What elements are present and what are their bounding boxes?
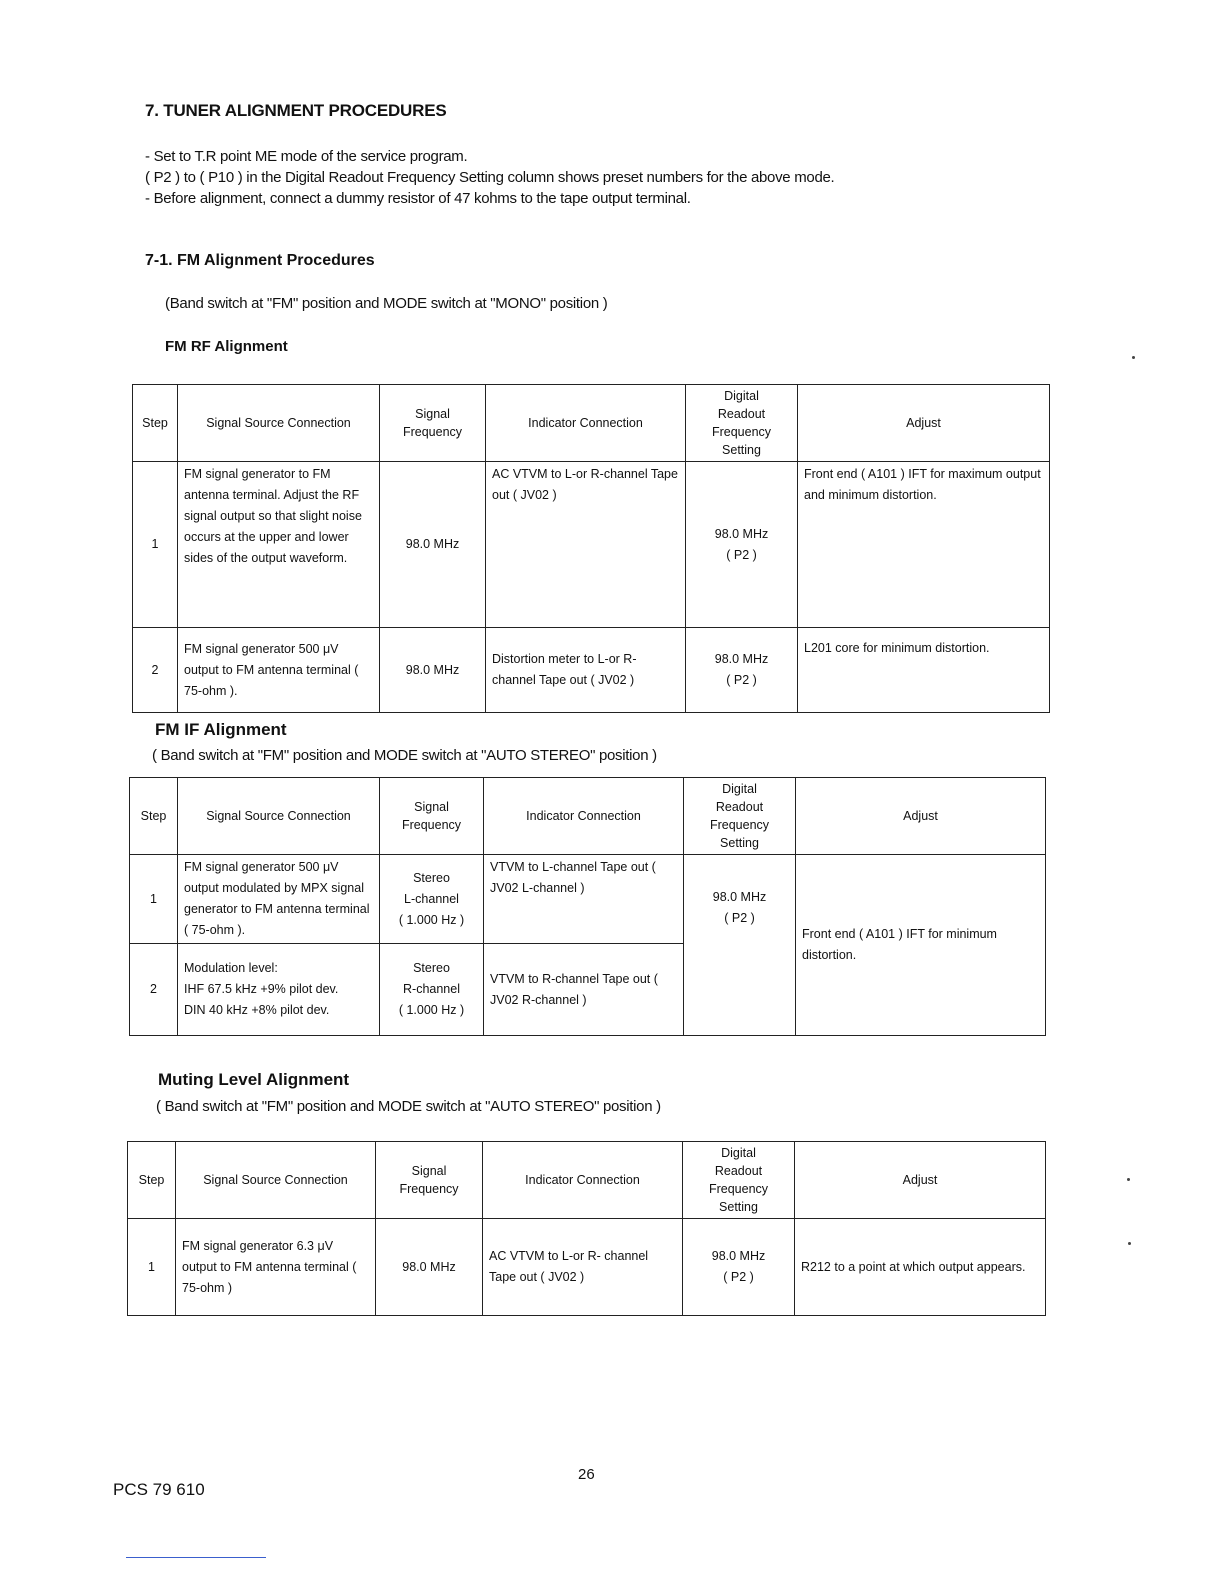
col-signal: Signal Frequency [376,1142,483,1219]
step-cell: 1 [130,855,178,944]
step-cell: 2 [130,944,178,1036]
muting-note: ( Band switch at "FM" position and MODE switch at "AUTO STEREO" position ) [156,1098,661,1115]
col-step: Step [128,1142,176,1219]
table-row [128,1219,1046,1316]
section-note: (Band switch at "FM" position and MODE switch at "MONO" position ) [165,295,608,312]
source-cell: FM signal generator to FM antenna terminal. Adjust the RF signal output so that slight noise occurs at the upper and lower sides of the output waveform. [178,462,380,628]
rf-title: FM RF Alignment [165,338,288,355]
indicator-cell: VTVM to L-channel Tape out ( JV02 L-channel ) [484,855,684,944]
adjust-cell: Front end ( A101 ) IFT for minimum distortion. [796,855,1046,1036]
col-adjust: Adjust [798,385,1050,462]
table-header-row [128,1142,1046,1219]
indicator-cell: AC VTVM to L-or R- channel Tape out ( JV02 ) [483,1219,683,1316]
intro-text [145,146,834,209]
if-table [129,777,1046,1036]
col-step: Step [130,778,178,855]
adjust-cell: Front end ( A101 ) IFT for maximum output and minimum distortion. [798,462,1050,628]
signal-cell: 98.0 MHz [380,462,486,628]
readout-cell: 98.0 MHz ( P2 ) [686,462,798,628]
readout-cell: 98.0 MHz ( P2 ) [686,628,798,713]
table-header-row [130,778,1046,855]
signal-cell: 98.0 MHz [380,628,486,713]
if-note: ( Band switch at "FM" position and MODE switch at "AUTO STEREO" position ) [152,747,657,764]
col-signal: Signal Frequency [380,385,486,462]
page-title: 7. TUNER ALIGNMENT PROCEDURES [145,101,447,120]
signal-cell: Stereo L-channel ( 1.000 Hz ) [380,855,484,944]
col-digital: Digital Readout Frequency Setting [686,385,798,462]
signal-cell: 98.0 MHz [376,1219,483,1316]
indicator-cell: AC VTVM to L-or R-channel Tape out ( JV02 ) [486,462,686,628]
adjust-cell: R212 to a point at which output appears. [795,1219,1046,1316]
page-number: 26 [578,1466,595,1483]
col-step: Step [133,385,178,462]
readout-cell: 98.0 MHz ( P2 ) [684,855,796,1036]
col-digital: Digital Readout Frequency Setting [684,778,796,855]
source-cell: FM signal generator 6.3 μV output to FM antenna terminal ( 75-ohm ) [176,1219,376,1316]
readout-cell: 98.0 MHz ( P2 ) [683,1219,795,1316]
signal-cell: Stereo R-channel ( 1.000 Hz ) [380,944,484,1036]
table-row [133,628,1050,713]
muting-table [127,1141,1046,1316]
margin-dot [1128,1242,1131,1245]
table-row [133,462,1050,628]
step-cell: 2 [133,628,178,713]
table-header-row [133,385,1050,462]
adjust-cell: L201 core for minimum distortion. [798,628,1050,713]
indicator-cell: Distortion meter to L-or R-channel Tape out ( JV02 ) [486,628,686,713]
margin-dot [1132,356,1135,359]
col-source: Signal Source Connection [178,778,380,855]
intro-line: - Before alignment, connect a dummy resistor of 47 kohms to the tape output terminal. [145,190,691,207]
rf-table [132,384,1050,713]
margin-dot [1127,1178,1130,1181]
col-adjust: Adjust [795,1142,1046,1219]
col-source: Signal Source Connection [176,1142,376,1219]
model-number: PCS 79 610 [113,1480,205,1499]
section-title: 7-1. FM Alignment Procedures [145,252,375,269]
col-signal: Signal Frequency [380,778,484,855]
col-indicator: Indicator Connection [484,778,684,855]
intro-line: ( P2 ) to ( P10 ) in the Digital Readout Frequency Setting column shows preset numbers for the above mode. [145,169,835,186]
source-cell: FM signal generator 500 μV output to FM antenna terminal ( 75-ohm ). [178,628,380,713]
step-cell: 1 [128,1219,176,1316]
muting-title: Muting Level Alignment [158,1070,350,1089]
intro-line: - Set to T.R point ME mode of the service program. [145,148,468,165]
source-cell: FM signal generator 500 μV output modulated by MPX signal generator to FM antenna terminal ( 75-ohm ). [178,855,380,944]
step-cell: 1 [133,462,178,628]
col-indicator: Indicator Connection [483,1142,683,1219]
footer-rule [126,1557,266,1558]
col-digital: Digital Readout Frequency Setting [683,1142,795,1219]
indicator-cell: VTVM to R-channel Tape out ( JV02 R-channel ) [484,944,684,1036]
col-indicator: Indicator Connection [486,385,686,462]
table-row [130,855,1046,944]
if-title: FM IF Alignment [155,720,287,739]
source-cell: Modulation level: IHF 67.5 kHz +9% pilot dev. DIN 40 kHz +8% pilot dev. [178,944,380,1036]
col-adjust: Adjust [796,778,1046,855]
col-source: Signal Source Connection [178,385,380,462]
